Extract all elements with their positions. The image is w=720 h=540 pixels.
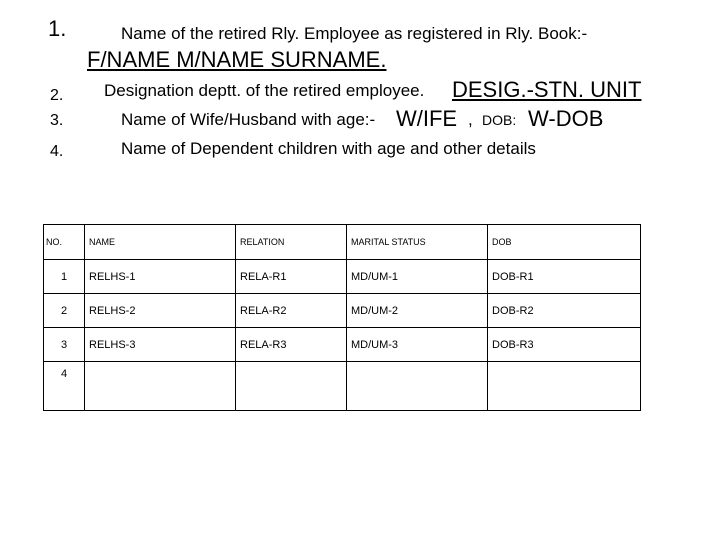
header-name: NAME — [85, 225, 236, 260]
cell-no: 3 — [44, 328, 85, 362]
cell-dob: DOB-R2 — [488, 294, 641, 328]
cell-relation: RELA-R1 — [236, 260, 347, 294]
header-marital-status: MARITAL STATUS — [347, 225, 488, 260]
cell-marital-status: MD/UM-3 — [347, 328, 488, 362]
cell-dob — [488, 362, 641, 411]
cell-dob: DOB-R1 — [488, 260, 641, 294]
table-header-row — [44, 225, 641, 260]
cell-marital-status — [347, 362, 488, 411]
item-4-label: Name of Dependent children with age and other details — [121, 139, 536, 158]
table-row — [44, 362, 641, 411]
cell-name: RELHS-1 — [85, 260, 236, 294]
item-2-label: Designation deptt. of the retired employee. — [104, 81, 425, 100]
header-relation: RELATION — [236, 225, 347, 260]
table-row — [44, 294, 641, 328]
item-3-dob-value: W-DOB — [528, 106, 604, 131]
item-3-spouse-name: W/IFE — [396, 106, 458, 131]
header-no: NO. — [44, 225, 85, 260]
cell-no: 1 — [44, 260, 85, 294]
cell-name — [85, 362, 236, 411]
item-3-label: Name of Wife/Husband with age:- — [121, 110, 376, 129]
cell-name: RELHS-3 — [85, 328, 236, 362]
cell-marital-status: MD/UM-1 — [347, 260, 488, 294]
item-1-label: Name of the retired Rly. Employee as registered in Rly. Book:- — [121, 24, 588, 43]
item-1-number: 1. — [48, 16, 67, 41]
item-2-number: 2. — [50, 87, 64, 104]
cell-marital-status: MD/UM-2 — [347, 294, 488, 328]
cell-relation: RELA-R3 — [236, 328, 347, 362]
item-4-number: 4. — [50, 143, 64, 160]
cell-relation — [236, 362, 347, 411]
table-row — [44, 328, 641, 362]
item-2-value: DESIG.-STN. UNIT — [452, 77, 642, 102]
item-3-number: 3. — [50, 112, 64, 129]
cell-no: 4 — [44, 362, 85, 411]
item-3-separator: , — [468, 110, 473, 129]
header-dob: DOB — [488, 225, 641, 260]
table-row — [44, 260, 641, 294]
cell-dob: DOB-R3 — [488, 328, 641, 362]
cell-relation: RELA-R2 — [236, 294, 347, 328]
item-3-dob-label: DOB: — [482, 112, 517, 128]
cell-no: 2 — [44, 294, 85, 328]
item-1-value: F/NAME M/NAME SURNAME. — [87, 47, 387, 72]
cell-name: RELHS-2 — [85, 294, 236, 328]
dependents-table — [43, 224, 641, 411]
